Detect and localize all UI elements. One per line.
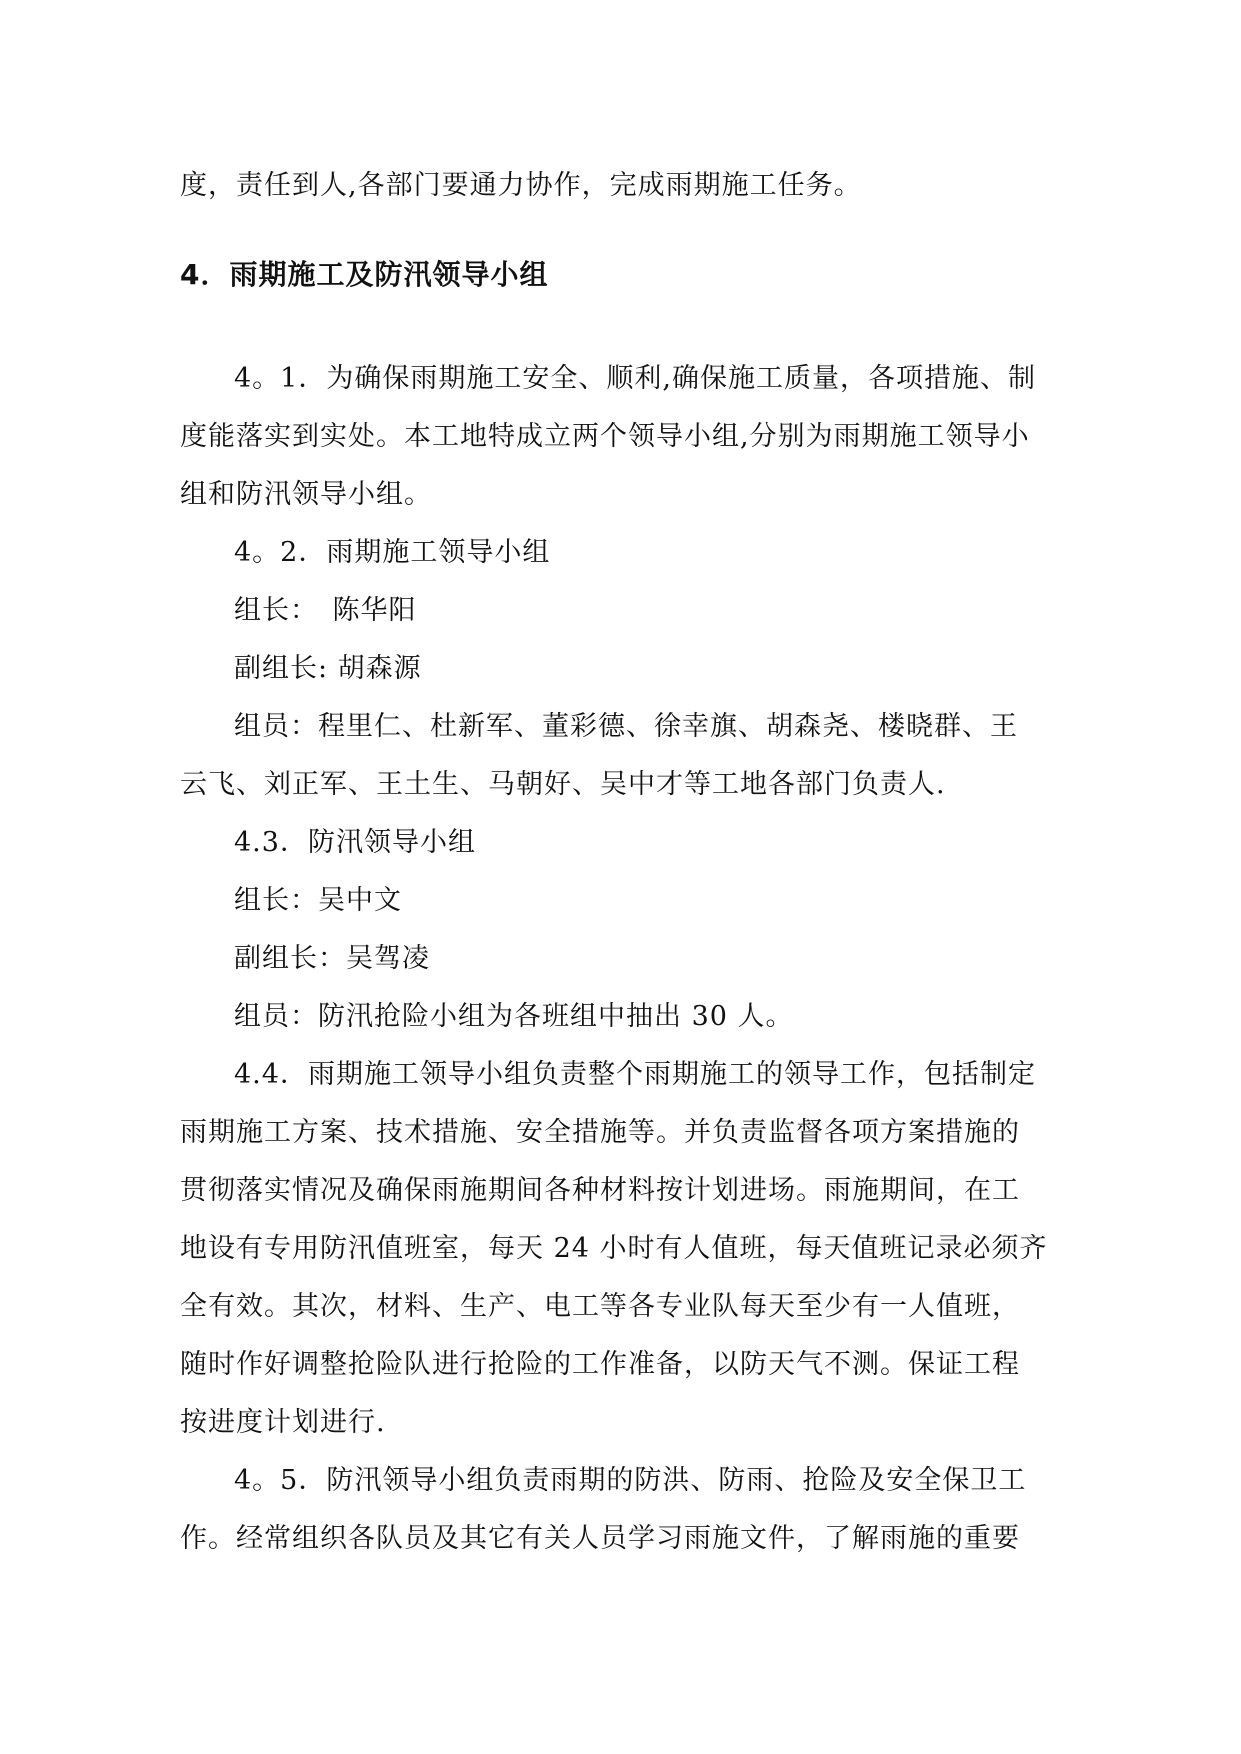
text-line: 云飞、刘正军、王土生、马朝好、吴中才等工地各部门负责人.: [180, 769, 946, 800]
text-line: 组员：程里仁、杜新军、董彩德、徐幸旗、胡森尧、楼晓群、王: [234, 711, 1018, 742]
text-line: 4.3．防汛领导小组: [234, 827, 476, 858]
text-line: 4。2．雨期施工领导小组: [234, 537, 551, 568]
text-line: 作。经常组织各队员及其它有关人员学习雨施文件，了解雨施的重要: [180, 1523, 1020, 1554]
section-heading: 4．雨期施工及防汛领导小组: [180, 258, 549, 291]
text-line: 副组长: 胡森源: [234, 653, 422, 684]
text-line: 4.4．雨期施工领导小组负责整个雨期施工的领导工作，包括制定: [234, 1059, 1036, 1090]
text-line: 贯彻落实情况及确保雨施期间各种材料按计划进场。雨施期间，在工: [180, 1175, 1020, 1206]
text-line: 组长： 陈华阳: [234, 595, 417, 626]
document-content: [180, 157, 1070, 1568]
text-line: 雨期施工方案、技术措施、安全措施等。并负责监督各项方案措施的: [180, 1117, 1020, 1148]
text-line: 4。1．为确保雨期施工安全、顺利,确保施工质量，各项措施、制: [234, 363, 1036, 394]
text-line: 按进度计划进行.: [180, 1407, 386, 1438]
text-line: 度能落实到实处。本工地特成立两个领导小组,分别为雨期施工领导小: [180, 421, 1030, 452]
text-line: 随时作好调整抢险队进行抢险的工作准备，以防天气不测。保证工程: [180, 1349, 1020, 1380]
text-line: 4。5．防汛领导小组负责雨期的防洪、防雨、抢险及安全保卫工: [234, 1465, 1027, 1496]
text-line: 组员：防汛抢险小组为各班组中抽出 30 人。: [234, 1001, 794, 1032]
text-line: 组长：吴中文: [234, 885, 402, 916]
paragraph-continuation: 度，责任到人,各部门要通力协作，完成雨期施工任务。: [180, 170, 862, 201]
text-line: 副组长：吴驾凌: [234, 943, 430, 974]
text-line: 全有效。其次，材料、生产、电工等各专业队每天至少有一人值班，: [180, 1291, 1020, 1322]
text-line: 组和防汛领导小组。: [180, 479, 432, 510]
text-line: 地设有专用防汛值班室，每天 24 小时有人值班，每天值班记录必须齐: [180, 1233, 1048, 1264]
section-body: [180, 350, 1070, 1568]
